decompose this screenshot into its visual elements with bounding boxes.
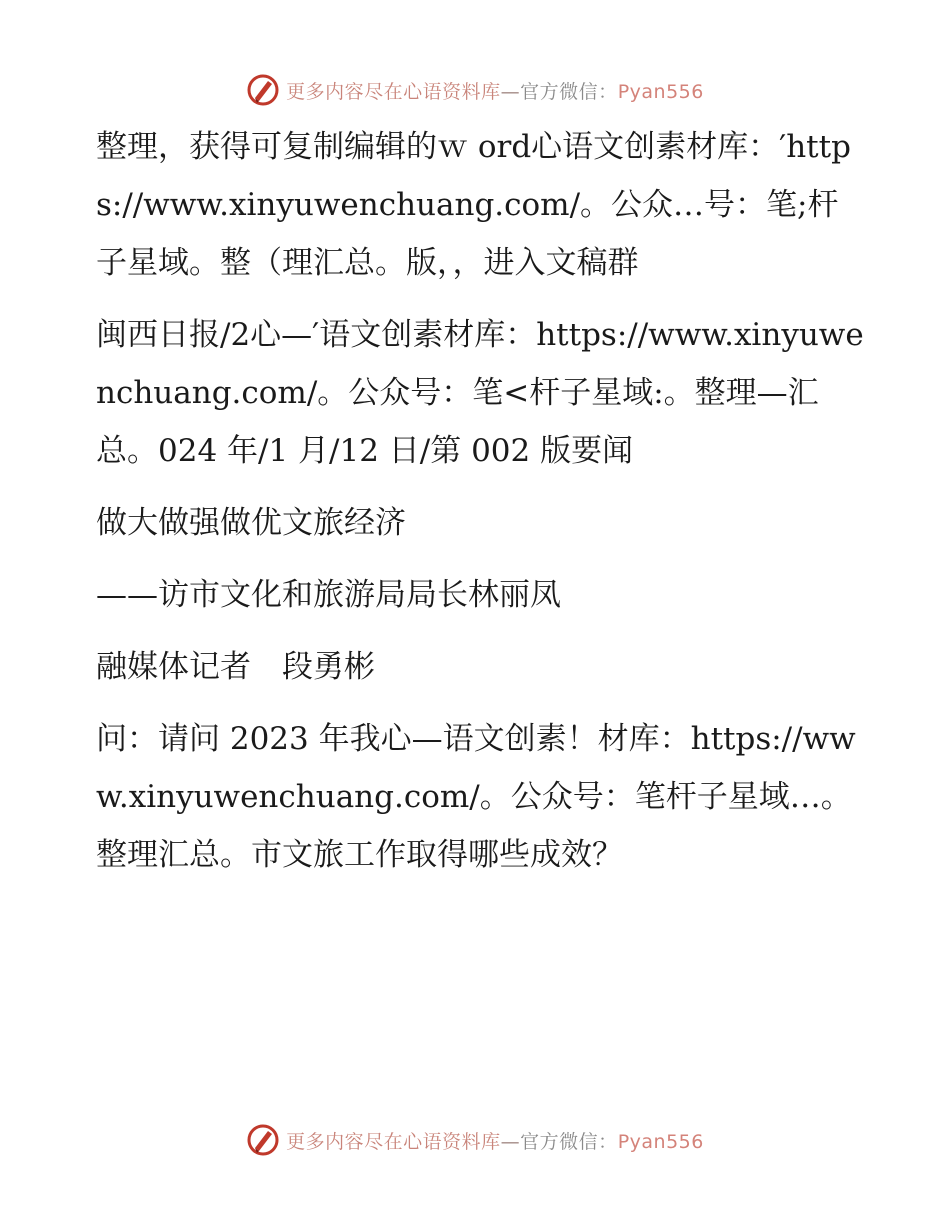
pen-logo-icon xyxy=(246,1123,280,1157)
paragraph-source: 闽西日报/2心—′语文创素材库：https://www.xinyuwenchuang.com/。公众号：笔<杆子星域:。整理—汇总。024 年/1 月/12 日/第 002 版要闻 xyxy=(96,317,864,469)
article-byline: 融媒体记者 段勇彬 xyxy=(96,649,375,685)
paragraph-question: 问：请问 2023 年我心—语文创素！材库：https://www.xinyuwenchuang.com/。公众号：笔杆子星域…。整理汇总。市文旅工作取得哪些成效？ xyxy=(96,721,856,873)
banner-text xyxy=(286,77,704,104)
article-subtitle: ——访市文化和旅游局局长林丽凤 xyxy=(96,577,561,613)
banner-main-text: 更多内容尽在心语资料库 xyxy=(286,80,501,103)
banner-wechat-id: Pyan556 xyxy=(617,80,704,103)
paragraph-intro: 整理，获得可复制编辑的ｗ ord心语文创素材库：′https://www.xinyuwenchuang.com/。公众…号：笔;杆子星域。整（理汇总。版，，进入文稿群 xyxy=(96,129,851,281)
article-title: 做大做强做优文旅经济 xyxy=(96,505,406,541)
pen-logo-icon xyxy=(246,73,280,107)
banner-separator: — xyxy=(500,1130,521,1153)
banner-wechat-id: Pyan556 xyxy=(617,1130,704,1153)
header-banner xyxy=(0,70,950,110)
banner-separator: — xyxy=(500,80,521,103)
banner-wechat-label: 官方微信： xyxy=(520,1130,618,1153)
banner-main-text: 更多内容尽在心语资料库 xyxy=(286,1130,501,1153)
banner-wechat-label: 官方微信： xyxy=(520,80,618,103)
footer-banner xyxy=(0,1120,950,1160)
banner-text xyxy=(286,1127,704,1154)
document-body xyxy=(96,118,866,898)
